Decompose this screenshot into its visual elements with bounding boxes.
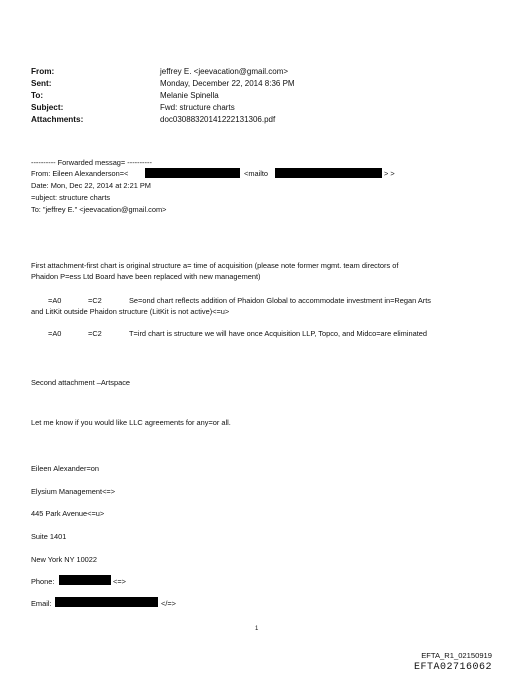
email-end: </=> [161, 599, 177, 608]
body-code: =A0 [48, 296, 62, 305]
forwarded-mailto-end: > > [384, 169, 395, 178]
forwarded-mailto: <mailto [244, 169, 269, 178]
body-paragraph: Second attachment –Artspace [31, 378, 131, 387]
body-paragraph: T=ird chart is structure we will have once Acquisition LLP, Topco, and Midco=are eliminated [129, 329, 427, 338]
body-code: =C2 [88, 296, 102, 305]
body-code: =C2 [88, 329, 102, 338]
redaction-box [275, 168, 382, 178]
to-value: Melanie Spinella [160, 91, 219, 100]
body-code: =A0 [48, 329, 62, 338]
email-label: Email: [31, 599, 52, 608]
page-number: 1 [255, 626, 259, 632]
forwarded-subject: =ubject: structure charts [31, 193, 111, 202]
from-label: From: [31, 67, 55, 76]
forwarded-from: From: Eileen Alexanderson=< [31, 169, 129, 178]
signature-company: Elysium Management<=> [31, 487, 116, 496]
attachments-value: doc03088320141222131306.pdf [160, 115, 276, 124]
body-paragraph: Let me know if you would like LLC agreements for any=or all. [31, 418, 231, 427]
signature-address: 445 Park Avenue<=u> [31, 509, 105, 518]
footer-id: EFTA_R1_02150919 [421, 651, 492, 660]
subject-label: Subject: [31, 103, 64, 112]
attachments-label: Attachments: [31, 115, 84, 124]
sent-value: Monday, December 22, 2014 8:36 PM [160, 79, 295, 88]
to-label: To: [31, 91, 44, 100]
signature-suite: Suite 1401 [31, 532, 67, 541]
forwarded-to: To: "jeffrey E." <jeevacation@gmail.com> [31, 205, 167, 214]
redaction-box [59, 575, 111, 585]
phone-end: <=> [113, 577, 126, 586]
footer-bates-number: EFTA02716062 [413, 662, 492, 673]
body-paragraph: First attachment-first chart is original structure a= time of acquisition (please note former mgmt. team directors of [31, 261, 399, 270]
body-paragraph: Se=ond chart reflects addition of Phaidon Global to accommodate investment in=Regan Arts [129, 296, 431, 305]
signature-name: Eileen Alexander=on [31, 464, 100, 473]
redaction-box [55, 597, 158, 607]
forwarded-line: ---------- Forwarded messag= ---------- [31, 158, 152, 167]
redaction-box [145, 168, 240, 178]
phone-label: Phone: [31, 577, 55, 586]
from-value: jeffrey E. <jeevacation@gmail.com> [160, 67, 289, 76]
forwarded-date: Date: Mon, Dec 22, 2014 at 2:21 PM [31, 181, 151, 190]
sent-label: Sent: [31, 79, 52, 88]
body-paragraph: Phaidon P=ess Ltd Board have been replaced with new management) [31, 272, 261, 281]
signature-city: New York NY 10022 [31, 555, 98, 564]
body-paragraph: and LitKit outside Phaidon structure (LitKit is not active)<=u> [31, 307, 230, 316]
subject-value: Fwd: structure charts [160, 103, 235, 112]
